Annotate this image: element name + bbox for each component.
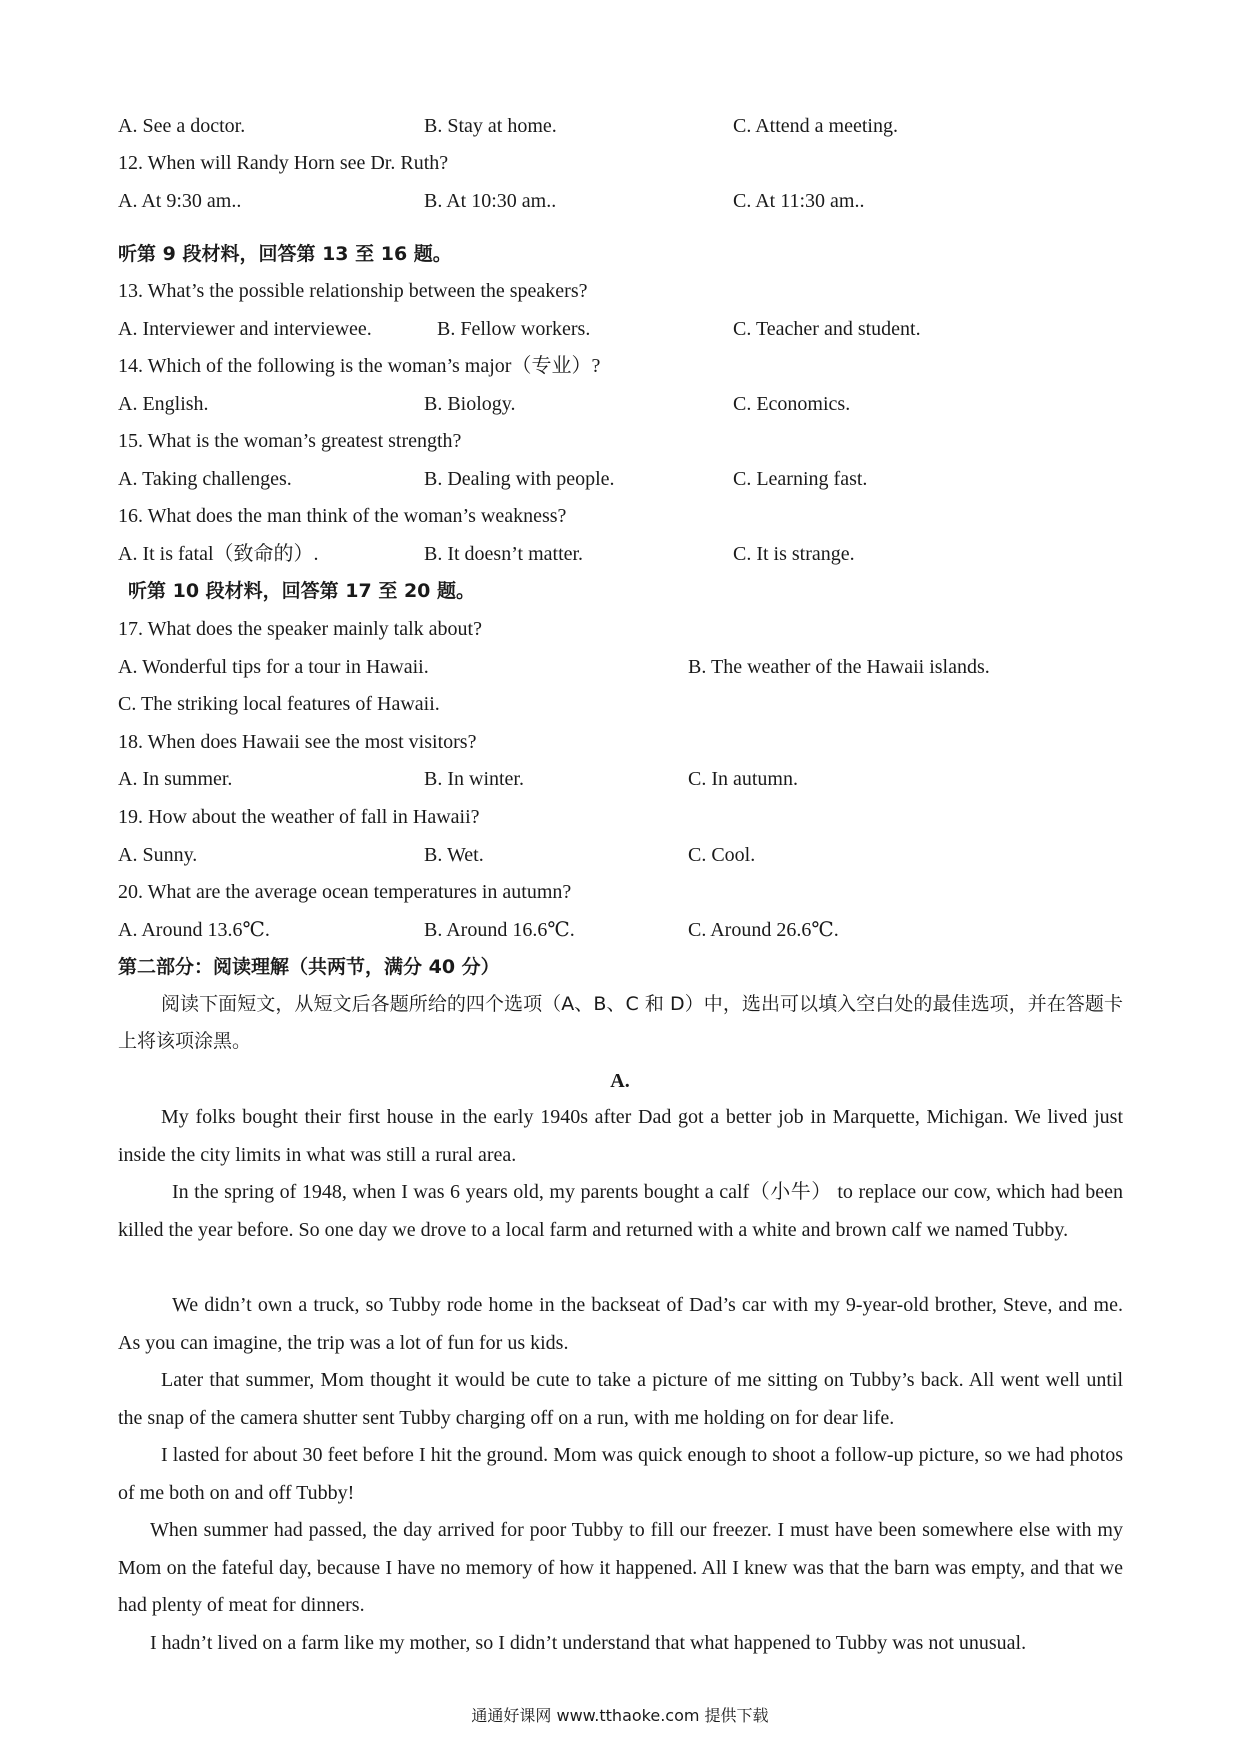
q14-question: 14. Which of the following is the woman’s major（专业）? (118, 355, 601, 377)
passage-paragraph: I lasted for about 30 feet before I hit the ground. Mom was quick enough to shoot a follow-up picture, so we had photos of me both on and off Tubby! (118, 1444, 1123, 1504)
q13-question: 13. What’s the possible relationship between the speakers? (118, 280, 588, 302)
q13-option-b: B. Fellow workers. (437, 318, 591, 340)
q19-option-a: A. Sunny. (118, 844, 198, 866)
passage-paragraph: I hadn’t lived on a farm like my mother, so I didn’t understand that what happened to Tubby was not unusual. (150, 1632, 1027, 1654)
q13-option-a: A. Interviewer and interviewee. (118, 318, 372, 340)
q17-option-a: A. Wonderful tips for a tour in Hawaii. (118, 656, 429, 678)
q18-question: 18. When does Hawaii see the most visitors? (118, 731, 477, 753)
q19-option-c: C. Cool. (688, 844, 756, 866)
passage-paragraph: Later that summer, Mom thought it would be cute to take a picture of me sitting on Tubby’s back. All went well until the snap of the camera shutter sent Tubby charging off on a run, with me holding on for dear life. (118, 1369, 1123, 1429)
q16-option-b: B. It doesn’t matter. (424, 543, 584, 565)
page-footer: 通通好课网 www.tthaoke.com 提供下载 (471, 1706, 769, 1725)
q15-option-b: B. Dealing with people. (424, 468, 615, 490)
q17-option-b: B. The weather of the Hawaii islands. (688, 656, 990, 678)
q20-option-a: A. Around 13.6℃. (118, 919, 270, 941)
q16-question: 16. What does the man think of the woman’s weakness? (118, 505, 567, 527)
q20-option-c: C. Around 26.6℃. (688, 919, 839, 941)
q12-option-c: C. At 11:30 am.. (733, 190, 865, 212)
q19-option-b: B. Wet. (424, 844, 484, 866)
passage-paragraph: We didn’t own a truck, so Tubby rode home in the backseat of Dad’s car with my 9-year-old brother, Steve, and me. As you can imagine, the trip was a lot of fun for us kids. (118, 1294, 1123, 1354)
q17-option-c: C. The striking local features of Hawaii. (118, 693, 440, 715)
q12-option-b: B. At 10:30 am.. (424, 190, 557, 212)
q14-option-b: B. Biology. (424, 393, 516, 415)
q18-option-b: B. In winter. (424, 768, 524, 790)
q17-question: 17. What does the speaker mainly talk about? (118, 618, 482, 640)
passage-paragraph: My folks bought their first house in the early 1940s after Dad got a better job in Marquette, Michigan. We lived just inside the city limits in what was still a rural area. (118, 1106, 1123, 1166)
q11-option-a: A. See a doctor. (118, 115, 246, 137)
q11-option-c: C. Attend a meeting. (733, 115, 898, 137)
q14-option-c: C. Economics. (733, 393, 851, 415)
passage-label: A. (610, 1070, 630, 1092)
q15-question: 15. What is the woman’s greatest strength? (118, 430, 462, 452)
q15-option-c: C. Learning fast. (733, 468, 868, 490)
part2-instruction: 阅读下面短文，从短文后各题所给的四个选项（A、B、C 和 D）中，选出可以填入空白处的最佳选项，并在答题卡上将该项涂黑。 (118, 993, 1123, 1052)
passage-paragraph: When summer had passed, the day arrived for poor Tubby to fill our freezer. I must have been somewhere else with my Mom on the fateful day, because I have no memory of how it happened. All I knew was that the barn was empty, and that we had plenty of meat for dinners. (118, 1519, 1123, 1616)
part2-heading: 第二部分：阅读理解（共两节，满分 40 分） (118, 956, 500, 978)
q13-option-c: C. Teacher and student. (733, 318, 921, 340)
section9-heading: 听第 9 段材料，回答第 13 至 16 题。 (118, 243, 452, 265)
q20-option-b: B. Around 16.6℃. (424, 919, 575, 941)
q18-option-a: A. In summer. (118, 768, 233, 790)
q19-question: 19. How about the weather of fall in Hawaii? (118, 806, 480, 828)
q12-option-a: A. At 9:30 am.. (118, 190, 242, 212)
q20-question: 20. What are the average ocean temperatures in autumn? (118, 881, 572, 903)
q16-option-c: C. It is strange. (733, 543, 855, 565)
q12-question: 12. When will Randy Horn see Dr. Ruth? (118, 152, 449, 174)
q14-option-a: A. English. (118, 393, 209, 415)
q15-option-a: A. Taking challenges. (118, 468, 292, 490)
q11-option-b: B. Stay at home. (424, 115, 557, 137)
q18-option-c: C. In autumn. (688, 768, 798, 790)
section10-heading: 听第 10 段材料，回答第 17 至 20 题。 (128, 580, 476, 602)
q16-option-a: A. It is fatal（致命的）. (118, 543, 319, 565)
passage-paragraph: In the spring of 1948, when I was 6 years old, my parents bought a calf（小牛） to replace our cow, which had been killed the year before. So one day we drove to a local farm and returned with a white and brown calf we named Tubby. (118, 1181, 1123, 1241)
